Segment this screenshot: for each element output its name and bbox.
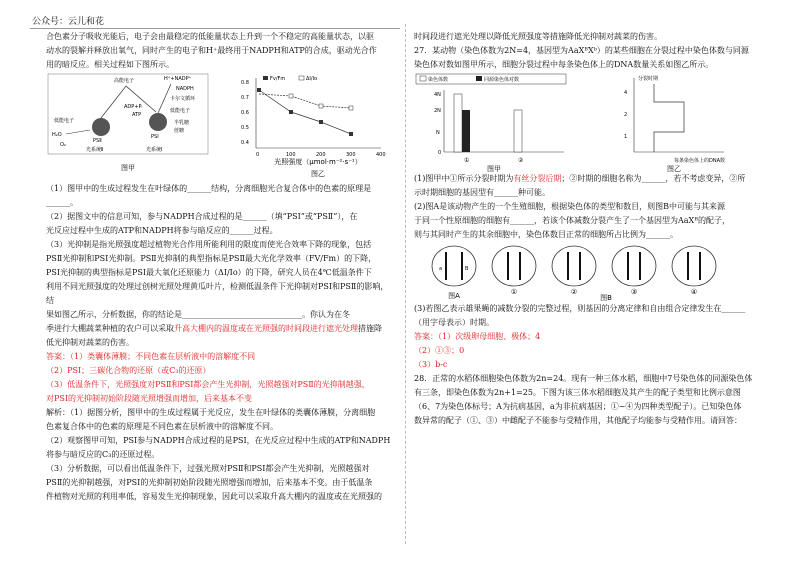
q27-figures-svg — [414, 72, 774, 172]
y-tick: 0.5 — [241, 125, 249, 131]
cell-label: ③ — [630, 288, 638, 296]
photosystem-figures — [46, 72, 396, 182]
answer-1: （1）次级卵母细胞、极体；4 — [438, 332, 541, 341]
bar-chromosome-2 — [514, 110, 522, 152]
q3-red-answer: 升高大棚内的温度或在光照强的时间段进行遮光处理 — [174, 324, 358, 333]
header-rule — [30, 28, 400, 29]
y-tick: 2 — [624, 112, 628, 118]
answer-label: 答案： — [46, 352, 70, 361]
fig2-legend — [263, 76, 317, 82]
right-top: 时间段进行遮光处理以降低光照强度等措施降低光抑制对蔬菜的伤害。 — [414, 32, 662, 41]
fig1-label: 低能电子 — [170, 108, 191, 114]
dio-series-line — [259, 94, 351, 108]
data-point — [349, 132, 353, 136]
explanation-line: 件植物对光照的利用率低，容易发生光抑制现象，因此可以采取升高大棚内的温度或在光照强的 — [46, 492, 382, 501]
fvfm-series-line — [259, 90, 351, 134]
figA-caption: 图甲 — [487, 165, 501, 172]
fig2-xlabel: 光照强度（μmol·m⁻²·s⁻¹） — [274, 158, 362, 166]
ps2-complex — [92, 118, 110, 136]
column-divider — [405, 24, 406, 544]
intro-line: 合色素分子吸收光能后，电子会由最稳定的低能量状态上升到一个不稳定的高能量状态，以驱 — [46, 32, 374, 41]
fig2-caption: 图乙 — [311, 170, 325, 178]
legend-label: 同源染色体对数 — [484, 77, 520, 83]
q1-line — [414, 172, 774, 186]
cell-2 — [552, 246, 596, 296]
explanation-line: 将参与暗反应的C₃的还原过程。 — [46, 450, 160, 459]
fig1-label: 光系统Ⅱ — [86, 147, 104, 153]
q28-line: 28．正常的水稻体细胞染色体数为2n=24。现有一种三体水稻，细胞中7号染色体的同源染色体 — [414, 374, 753, 383]
x-tick: 400 — [376, 152, 386, 158]
answer-3: （3）b-c — [414, 360, 448, 369]
q28-line: 有三条，即染色体数为2n+1=25。下图为该三体水稻细胞及其产生的配子类型和比例示意图 — [414, 388, 741, 397]
q3-line: (3)若图乙表示雄果蝇的减数分裂的完整过程，则基因的分离定律和自由组合定律发生在______ — [414, 304, 746, 313]
x-tick: 100 — [286, 152, 296, 158]
y-tick: 1 — [624, 134, 628, 140]
answer-label: 答案： — [414, 332, 438, 341]
explanation-line: 解析：（1）据图分析，图甲中的生成过程属于光反应，发生在叶绿体的类囊体薄膜，分离细胞 — [46, 408, 376, 417]
q1-tail: ；②时期的细胞名称为______，若不考虑变异，②所 — [561, 174, 746, 183]
q1-line-b: 示时期细胞的基因型有______种可能。 — [414, 188, 550, 197]
q3-tail: 措施降 — [358, 324, 382, 333]
fig1-label: ATP — [132, 112, 142, 118]
q3-line: （用字母表示）时期。 — [414, 318, 494, 327]
y-tick: 4 — [624, 90, 628, 96]
fig1-label: 卡尔文循环 — [170, 96, 196, 102]
figure-jia — [48, 74, 208, 172]
q27-line: 27．某动物（染色体数为2N=4，基因型为AaXᴮXᵇ）的某些细胞在分裂过程中染色体数与同源 — [414, 46, 749, 55]
fig1-label: PSⅡ — [93, 138, 102, 144]
q3-line: PSⅡ光抑制和PSⅠ光抑制。PSⅡ光抑制的典型指标是PSⅡ最大光化学效率（FV/Fm）的下降， — [46, 254, 377, 263]
y-tick: 0.4 — [241, 140, 249, 146]
ps1-complex — [149, 113, 167, 131]
x-tick: 300 — [346, 152, 356, 158]
fig1-label: 半乳糖 — [174, 120, 190, 126]
q3-line: 果如图乙所示，分析数据，你的结论是______________________________。你认为在冬 — [46, 310, 350, 319]
x-tick: 0 — [256, 152, 260, 158]
fig1-label: 高能电子 — [114, 78, 135, 84]
q2-text-b: 光反应过程中生成的ATP和NADPH将参与暗反应的______过程。 — [46, 226, 278, 235]
explanation-line: PSⅡ的光抑制越强，对PSⅠ的光抑制初始阶段随光照增强而增加，后来基本不变。由于低温条 — [46, 478, 373, 487]
data-point — [289, 94, 293, 98]
bar-homolog-1 — [462, 110, 470, 152]
q28-line: 数异常的配子（①、③）中雌配子不能参与受精作用，其他配子均能参与受精作用。请回答： — [414, 416, 742, 425]
y-tick: 0 — [438, 150, 442, 156]
q1-text: （1）图甲中的生成过程发生在叶绿体的______结构，分离细胞光合复合体中的色素的原理是 — [46, 184, 372, 193]
figB-ylabel: 分裂时期 — [638, 76, 659, 82]
cell-A-caption: 图A — [448, 292, 460, 300]
fig1-label: H₂O — [52, 132, 62, 138]
fig1-label: O₂ — [60, 142, 66, 148]
legend-label: 染色体数 — [428, 77, 449, 83]
fig1-label: H⁺+NADP⁺ — [164, 76, 192, 82]
y-tick: N — [436, 130, 440, 136]
q2-line: 于同一个性原细胞的细胞有______，若该个体减数分裂产生了一个基因型为AaXᴮ的配子， — [414, 216, 730, 225]
bar-chromosome-1 — [454, 94, 462, 152]
gene-label: a — [439, 266, 443, 272]
q1-red-answer: 有丝分裂后期 — [513, 174, 562, 183]
answer-block — [414, 330, 774, 344]
y-tick: 2N — [434, 108, 441, 114]
fig1-label: NADPH — [176, 86, 194, 92]
q3-line: 利用不同光照强度的处理过创树光照处理黄瓜叶片，检测低温条件下光抑制对PSⅠ和PSⅡ的影响，结 — [46, 282, 389, 305]
q27-line: 染色体对数如图甲所示，细胞分裂过程中每条染色体上的DNA数量关系如图乙所示。 — [414, 60, 714, 69]
q2-line: 则与其同时产生的其余细胞中，染色体数目正常的细胞所占比例为______。 — [414, 230, 678, 239]
figure-row — [46, 72, 396, 182]
fig1-label: 低能电子 — [54, 118, 75, 124]
data-point — [349, 106, 353, 110]
answer-1: （1）类囊体薄膜；不同色素在层析液中的溶解度不同 — [70, 352, 256, 361]
intro-line: 动水的裂解并释放出氧气，同时产生的电子和H⁺最终用于NADPH和ATP的合成，驱动光合作 — [46, 46, 377, 55]
x-tick: 200 — [316, 152, 326, 158]
data-point — [319, 104, 323, 108]
fig1-caption: 图甲 — [121, 164, 135, 172]
q3-prefix: 季进行大棚蔬菜种植的农户可以采取 — [46, 324, 174, 333]
cells-svg — [414, 242, 774, 302]
q3-line — [46, 322, 396, 336]
cell-label: ② — [570, 288, 578, 296]
figB-caption: 图乙 — [667, 165, 681, 172]
group-label: ① — [464, 157, 470, 164]
fig2-y-ticks — [241, 80, 249, 146]
data-point — [257, 88, 261, 92]
q3-line: PSⅠ光抑制的典型指标是PSⅠ最大氧化还原能力（ΔI/Io）的下降，研究人员在4℃低温条件下 — [46, 268, 372, 277]
right-column — [414, 30, 774, 428]
fig1-label: PSⅠ — [151, 134, 159, 140]
explanation-line: 色素复合体中的色素的原理是不同色素在层析液中的溶解度不同。 — [46, 422, 278, 431]
figure-jia-bars — [416, 74, 566, 172]
data-point — [289, 110, 293, 114]
explanation-line: （3）分析数据，可以看出低温条件下，过强光照对PSⅡ和PSⅠ都会产生光抑制，光照越强对 — [46, 464, 370, 473]
q2-line: (2)图A是该动物产生的一个生殖细胞，根据染色体的类型和数目，则图B中可能与其来源 — [414, 202, 725, 211]
y-tick: 0.7 — [241, 95, 249, 101]
figure-yi — [241, 76, 386, 178]
header-text: 公众号：云儿和花 — [32, 17, 105, 27]
answer-3b: 对PSⅠ的光抑制初始阶段随光照增强而增加，后来基本不变 — [46, 394, 253, 403]
q3-end: 低光抑制对蔬菜的伤害。 — [46, 338, 134, 347]
q3-line: （3）光抑制是指光照强度超过植物光合作用所能利用的限度而使光合效率下降的现象，包括 — [46, 240, 372, 249]
legend-label: Fv/Fm — [270, 76, 286, 82]
cell-label: ④ — [690, 288, 698, 296]
answer-block — [46, 350, 396, 364]
y-tick: 0.6 — [241, 110, 249, 116]
cell-3 — [600, 246, 656, 302]
y-tick: 0.8 — [241, 80, 249, 86]
q28-line: （6、7为染色体标号；A为抗病基因，a为非抗病基因；①~④为四种类型配子）。已知染色体 — [414, 402, 742, 411]
figure-yi-steps — [624, 75, 725, 172]
y-tick: 4N — [434, 92, 441, 98]
answer-3: （3）低温条件下，光照强度对PSⅡ和PSⅠ都会产生光抑制，光照越强对PSⅡ的光抑制越强， — [46, 380, 370, 389]
left-column — [46, 30, 396, 504]
cell-B-caption: 图B — [600, 294, 612, 302]
cell-1 — [492, 246, 536, 296]
intro-line: 用的暗反应。相关过程如下图所示。 — [46, 60, 174, 69]
group-label: ② — [518, 157, 524, 164]
legend-label: ΔI/Io — [306, 76, 318, 82]
q27-figures — [414, 72, 774, 172]
figB-xlabel: 每条染色体上的DNA数 — [674, 158, 726, 164]
cell-label: ① — [510, 288, 518, 296]
gene-label: B — [465, 266, 469, 272]
data-point — [319, 120, 323, 124]
answer-2: （2）PSⅠ；三碳化合物的还原（或C₃的还原） — [46, 366, 211, 375]
q1-prefix: (1)图甲中①所示分裂时期为 — [414, 174, 514, 183]
dna-step-line — [654, 84, 684, 152]
fig1-label: 光系统Ⅰ — [146, 147, 163, 153]
cells-figure — [414, 242, 774, 302]
answer-2: （2）①③；0 — [414, 346, 465, 355]
q2-text: （2）据图文中的信息可知，参与NADPH合成过程的是______（填“PSⅠ”或“PSⅡ”），在 — [46, 212, 358, 221]
fig1-label: ADP+Pᵢ — [124, 104, 143, 110]
cell-4 — [672, 246, 716, 296]
explanation-line: （2）观察图甲可知，PSⅠ参与NADPH合成过程的是PSⅠ，在光反应过程中生成的ATP和NADPH — [46, 436, 391, 445]
fig1-label: 蔗糖 — [174, 128, 185, 134]
q1-text-b: ______。 — [46, 198, 78, 207]
cell-A — [432, 246, 476, 300]
